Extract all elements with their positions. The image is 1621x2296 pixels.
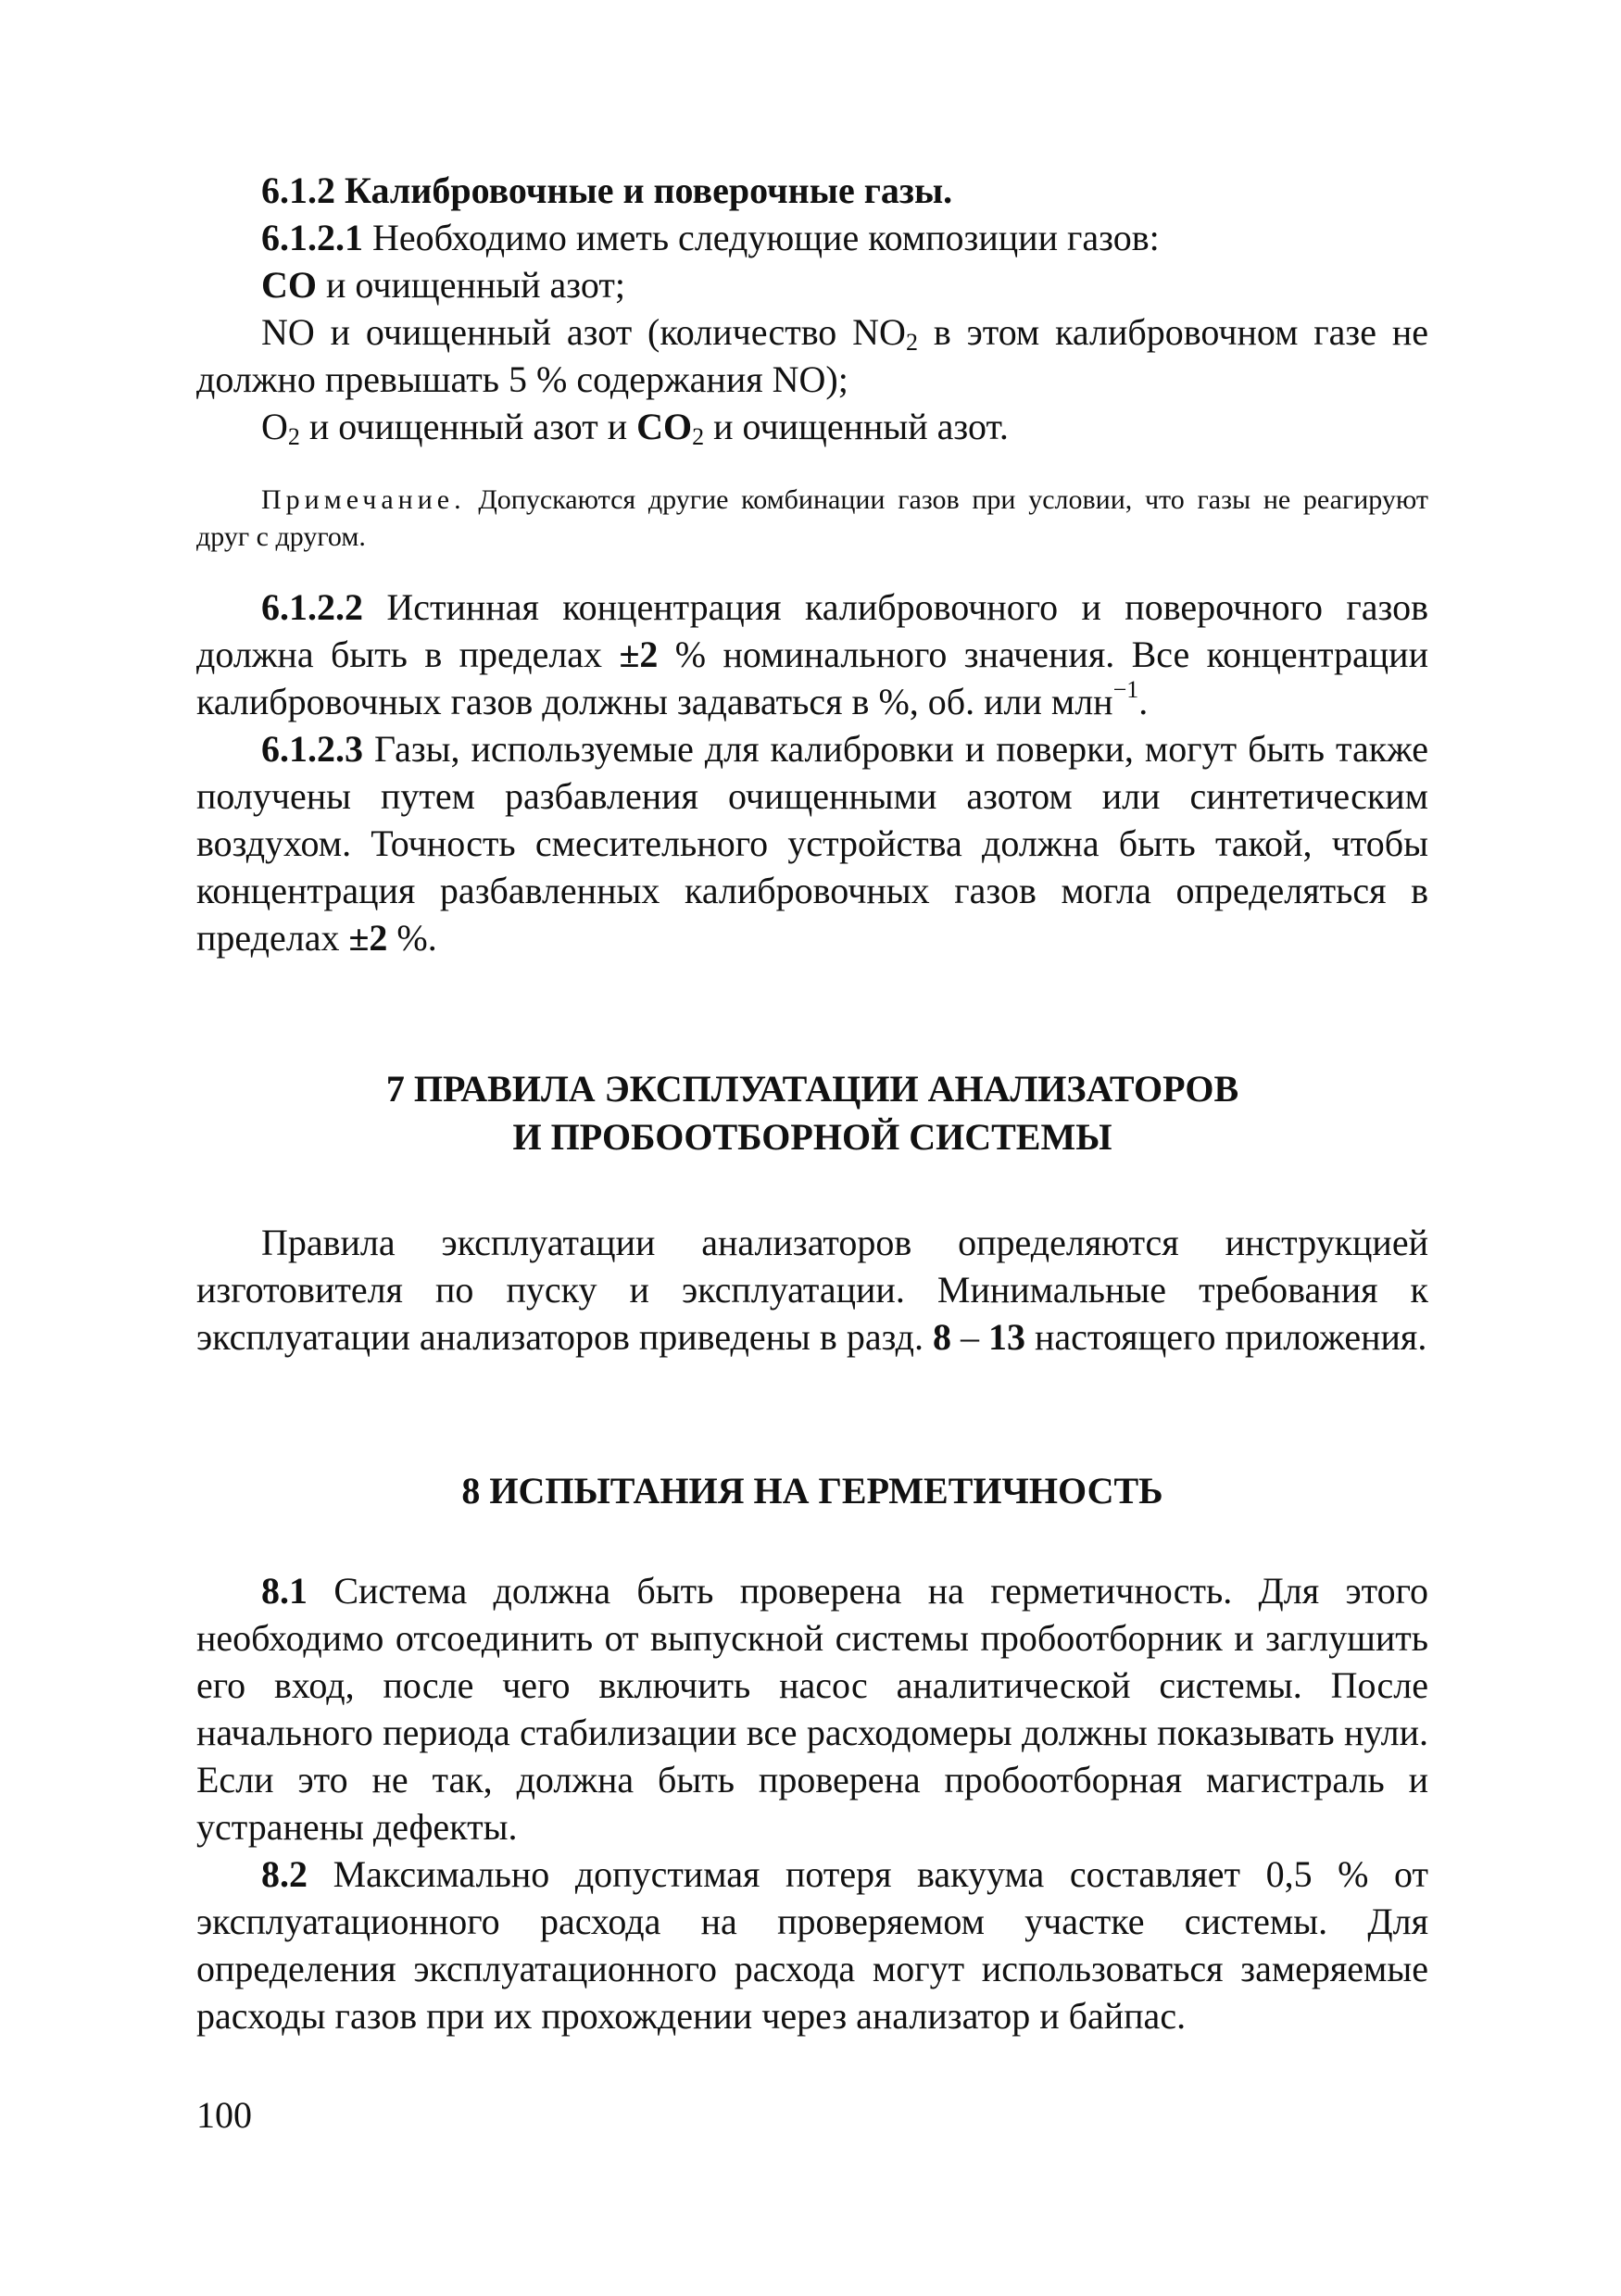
superscript: −1 [1112,676,1139,703]
section-7-text [196,1219,1428,1361]
section-ref: 8 [933,1316,951,1358]
section-title: 8 ИСПЫТАНИЯ НА ГЕРМЕТИЧНОСТЬ [461,1470,1163,1512]
gas-item-text: NO и очищенный азот (количество NO [261,311,906,353]
section-7-heading [196,1065,1428,1161]
clause-6-1-2 [196,167,1428,214]
clause-text: Максимально допустимая потеря вакуума составляет 0,5 % от эксплуатационного расхода на проверяемом участке системы. Для определения эксплуатационного расхода могут использоваться замеряемые расходы газов при их прохождении через анализатор и байпас. [196,1853,1429,2037]
page-number: 100 [196,2094,252,2136]
clause-6-1-2-2 [196,583,1428,725]
paragraph-text: Правила эксплуатации анализаторов определяются инструкцией изготовителя по пуску и эксплуатации. Минимальные требования к эксплуатации анализаторов приведены в разд. [196,1222,1428,1358]
clause-number: 6.1.2 [261,169,335,211]
clause-text: Необходимо иметь следующие композиции газов: [372,217,1160,258]
clause-number: 8.2 [261,1853,308,1895]
gas-formula: СО [261,264,317,306]
section-title-line: И ПРОБООТБОРНОЙ СИСТЕМЫ [512,1116,1112,1158]
document-page [196,167,1428,2039]
dash: – [951,1316,988,1358]
clause-text: Истинная концентрация калибровочного и поверочного газов должна быть в пределах [196,586,1428,675]
tolerance-value: ±2 [348,917,388,959]
clause-number: 8.1 [261,1570,308,1612]
clause-6-1-2-3 [196,725,1428,961]
note-label: Примечание. [261,484,466,515]
gas-item-text: и очищенный азот; [326,264,625,306]
gas-item-co [196,261,1428,308]
clause-number: 6.1.2.2 [261,586,363,628]
subscript: 2 [692,423,705,450]
section-title-line: 7 ПРАВИЛА ЭКСПЛУАТАЦИИ АНАЛИЗАТОРОВ [385,1068,1239,1110]
tolerance-value: ±2 [619,634,659,675]
gas-item-text: и очищенный азот и [308,406,628,447]
clause-text: %. [387,917,437,959]
gas-item-text: и очищенный азот. [713,406,1009,447]
subscript: 2 [905,329,918,356]
section-ref: 13 [988,1316,1025,1358]
note [196,482,1428,556]
gas-item-text: в этом калибровочном газе не должно превышать 5 % содержания NO); [196,311,1429,400]
clause-text: Система должна быть проверена на герметичность. Для этого необходимо отсоединить от выпускной системы пробоотборник и заглушить его вход, после чего включить насос аналитической системы. После начального периода стабилизации все расходомеры должны показывать нули. Если это не так, должна быть проверена пробоотборная магистраль и устранены дефекты. [196,1570,1429,1848]
gas-formula: СО [636,406,693,447]
clause-8-1 [196,1567,1428,1851]
gas-item-no [196,308,1428,403]
subscript: 2 [287,423,300,450]
clause-title: Калибровочные и поверочные газы. [345,169,953,211]
clause-number: 6.1.2.3 [261,728,363,770]
clause-text: Газы, используемые для калибровки и поверки, могут быть также получены путем разбавления очищенными азотом или синтетическим воздухом. Точность смесительного устройства должна быть такой, чтобы концентрация разбавленных калибровочных газов могла определяться в пределах [196,728,1429,959]
clause-6-1-2-1 [196,214,1428,261]
gas-item-o2-co2 [196,403,1428,450]
clause-text: . [1138,681,1149,722]
section-8-heading [196,1467,1428,1515]
gas-formula: O [261,406,288,447]
clause-text: % номинального значения. Все концентрации калибровочных газов должны задаваться в %, об. или млн [196,634,1428,722]
clause-number: 6.1.2.1 [261,217,363,258]
clause-8-2 [196,1851,1428,2039]
note-text: Допускаются другие комбинации газов при условии, что газы не реагируют друг с другом. [196,484,1428,552]
paragraph-text: настоящего приложения. [1025,1316,1427,1358]
